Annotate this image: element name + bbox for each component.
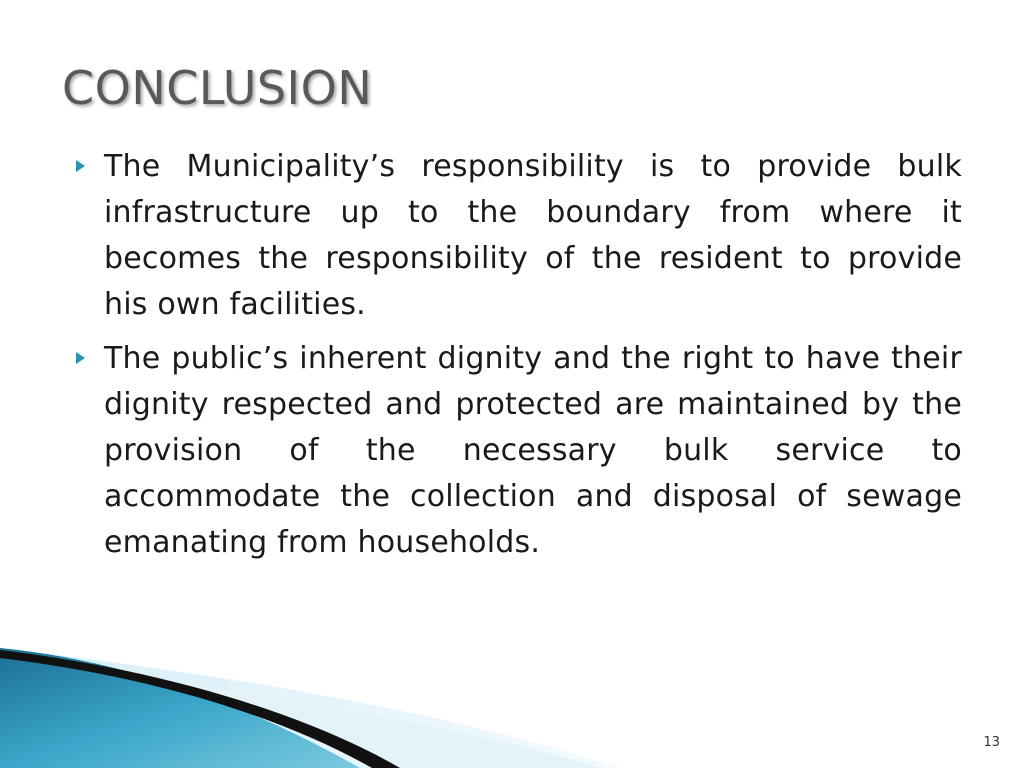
triangle-right-icon xyxy=(76,160,85,172)
bullet-text: The Municipality’s responsibility is to provide bulk infrastructure up to the boundary from where it becomes the responsibility of the resident to provide his own facilities. xyxy=(104,149,962,322)
slide-title: CONCLUSION xyxy=(62,61,373,115)
bullet-item xyxy=(74,336,962,566)
page-number: 13 xyxy=(983,735,1000,750)
bullet-list xyxy=(74,144,962,574)
bullet-item xyxy=(74,144,962,328)
triangle-right-icon xyxy=(76,352,85,364)
bullet-text: The public’s inherent dignity and the right to have their dignity respected and protected are maintained by the provision of the necessary bulk service to accommodate the collection and disposal of sewage emanating from households. xyxy=(104,341,962,560)
